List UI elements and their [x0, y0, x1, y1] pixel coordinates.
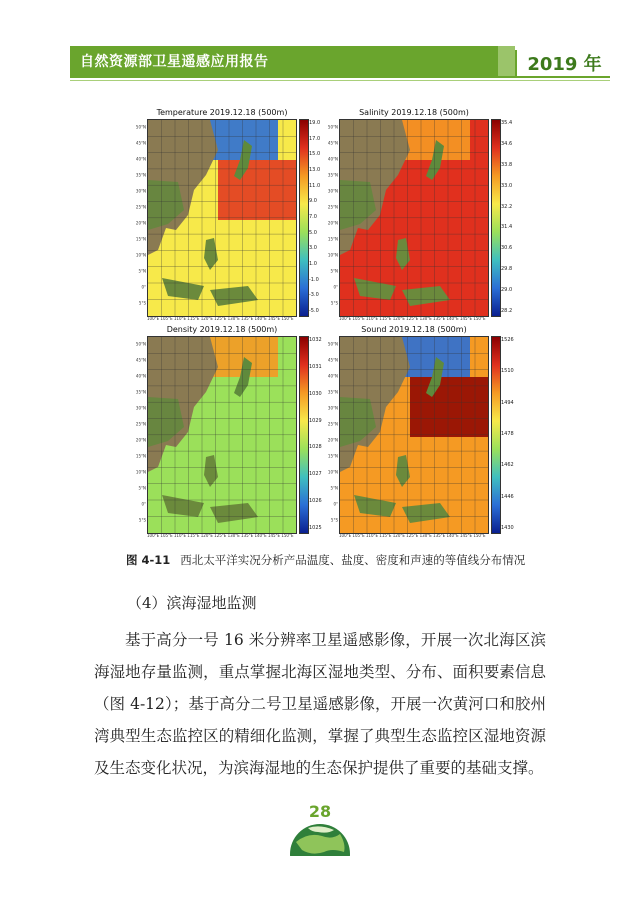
page-number: 28 — [308, 802, 332, 821]
latitude-labels — [137, 119, 147, 315]
colorbar-ticks — [501, 336, 517, 532]
lat-label: 5°S — [330, 517, 338, 523]
colorbar-ticks — [309, 336, 325, 532]
map-image — [339, 119, 489, 317]
lat-label: 40°N — [327, 373, 338, 379]
colorbar-tick-label: 30.6 — [501, 245, 513, 252]
lat-label: 25°N — [135, 421, 146, 427]
colorbar-ticks — [501, 119, 517, 315]
colorbar — [299, 119, 309, 317]
colorbar-tick-label: 1462 — [501, 462, 514, 469]
lat-label: 45°N — [327, 357, 338, 363]
lat-label: 5°S — [138, 517, 146, 523]
lat-label: 10°N — [327, 252, 338, 258]
colorbar-tick-label: 1526 — [501, 337, 514, 343]
latitude-labels — [137, 336, 147, 532]
map-image — [339, 336, 489, 534]
lat-label: 10°N — [135, 252, 146, 258]
colorbar-tick-label: 1032 — [309, 337, 322, 343]
lat-label: 10°N — [135, 469, 146, 475]
lat-label: 30°N — [327, 188, 338, 194]
lat-label: 5°N — [138, 268, 146, 274]
globe-icon — [288, 822, 352, 856]
lat-label: 45°N — [135, 140, 146, 146]
lat-label: 25°N — [135, 204, 146, 210]
colorbar-tick-label: 1027 — [309, 471, 322, 478]
colorbar-tick-label: 15.0 — [309, 151, 321, 158]
lat-label: 5°N — [138, 485, 146, 491]
colorbar-tick-label: 1430 — [501, 525, 514, 531]
colorbar-tick-label: 1029 — [309, 417, 322, 424]
colorbar-tick-label: 1.0 — [309, 261, 317, 267]
lat-label: 0° — [333, 501, 338, 507]
longitude-labels: 100°E 105°E 110°E 115°E 120°E 125°E 130°E 135°E 140°E 145°E 150°E — [339, 533, 486, 538]
colorbar-tick-label: 19.0 — [309, 120, 321, 126]
lat-label: 50°N — [135, 124, 146, 130]
section-title: （4）滨海湿地监测 — [127, 594, 257, 612]
colorbar-tick-label: 17.0 — [309, 135, 321, 142]
lat-label: 45°N — [327, 140, 338, 146]
lat-label: 35°N — [327, 172, 338, 178]
lat-label: 30°N — [135, 188, 146, 194]
figure-4-11 — [137, 108, 515, 538]
lat-label: 0° — [141, 501, 146, 507]
colorbar-tick-label: 28.2 — [501, 308, 513, 314]
body-paragraph: 基于高分一号 16 米分辨率卫星遥感影像，开展一次北海区滨海湿地存量监测，重点掌握北海区湿地类型、分布、面积要素信息（图 4-12）；基于高分二号卫星遥感影像，开展一次黄河口和胶州湾典型生态监控区的精细化监测，掌握了典型生态监控区湿地资源及生态变化状况，为滨海湿地的生态保护提供了重要的基础支撑。 — [94, 631, 546, 777]
lat-label: 5°N — [330, 268, 338, 274]
colorbar-tick-label: 5.0 — [309, 229, 317, 236]
report-year: 2019 年 — [515, 50, 612, 76]
lat-label: 15°N — [327, 453, 338, 459]
lat-label: 20°N — [135, 220, 146, 226]
longitude-labels: 100°E 105°E 110°E 115°E 120°E 125°E 130°E 135°E 140°E 145°E 150°E — [147, 533, 294, 538]
colorbar-tick-label: 33.0 — [501, 182, 513, 189]
colorbar-tick-label: -1.0 — [309, 276, 319, 283]
colorbar-tick-label: 29.0 — [501, 287, 513, 294]
colorbar-tick-label: 11.0 — [309, 182, 321, 189]
colorbar-tick-label: 1494 — [501, 399, 514, 406]
lat-label: 25°N — [327, 204, 338, 210]
lat-label: 5°S — [330, 300, 338, 306]
map-image — [147, 336, 297, 534]
lat-label: 5°N — [330, 485, 338, 491]
lat-label: 35°N — [135, 389, 146, 395]
colorbar-tick-label: 1031 — [309, 363, 322, 370]
lat-label: 30°N — [327, 405, 338, 411]
lat-label: 20°N — [135, 437, 146, 443]
colorbar-tick-label: 9.0 — [309, 198, 317, 205]
map-panel-sal — [329, 108, 515, 321]
colorbar-tick-label: 7.0 — [309, 214, 317, 220]
colorbar-tick-label: 13.0 — [309, 167, 321, 173]
panel-title: Salinity 2019.12.18 (500m) — [359, 108, 469, 117]
colorbar — [491, 336, 501, 534]
lat-label: 40°N — [135, 373, 146, 379]
map-panel-temp — [137, 108, 323, 321]
panel-title: Temperature 2019.12.18 (500m) — [156, 108, 288, 117]
lat-label: 20°N — [327, 437, 338, 443]
lat-label: 5°S — [138, 300, 146, 306]
longitude-labels: 100°E 105°E 110°E 115°E 120°E 125°E 130°E 135°E 140°E 145°E 150°E — [339, 316, 486, 321]
colorbar-tick-label: 31.4 — [501, 224, 513, 231]
map-panel-snd — [329, 325, 515, 538]
lat-label: 0° — [141, 284, 146, 290]
longitude-labels: 100°E 105°E 110°E 115°E 120°E 125°E 130°E 135°E 140°E 145°E 150°E — [147, 316, 294, 321]
header-rule-thin — [70, 80, 610, 81]
colorbar-tick-label: 34.6 — [501, 140, 513, 147]
lat-label: 50°N — [327, 124, 338, 130]
latitude-labels — [329, 336, 339, 532]
lat-label: 45°N — [135, 357, 146, 363]
colorbar-tick-label: 1446 — [501, 493, 514, 500]
lat-label: 15°N — [135, 453, 146, 459]
report-title: 自然资源部卫星遥感应用报告 — [80, 54, 269, 70]
lat-label: 40°N — [327, 156, 338, 162]
lat-label: 50°N — [327, 341, 338, 347]
panel-title: Density 2019.12.18 (500m) — [166, 325, 278, 334]
colorbar-tick-label: 3.0 — [309, 245, 317, 252]
lat-label: 35°N — [135, 172, 146, 178]
map-panel-den — [137, 325, 323, 538]
map-image — [147, 119, 297, 317]
colorbar-ticks — [309, 119, 325, 315]
panel-title: Sound 2019.12.18 (500m) — [361, 325, 467, 334]
latitude-labels — [329, 119, 339, 315]
lat-label: 40°N — [135, 156, 146, 162]
colorbar-tick-label: 32.2 — [501, 203, 513, 210]
colorbar-tick-label: 33.8 — [501, 161, 513, 168]
lat-label: 35°N — [327, 389, 338, 395]
lat-label: 15°N — [327, 236, 338, 242]
colorbar-tick-label: 1026 — [309, 498, 322, 505]
lat-label: 20°N — [327, 220, 338, 226]
caption-number: 图 4-11 — [126, 553, 171, 567]
colorbar-tick-label: 1025 — [309, 525, 322, 531]
colorbar-tick-label: 1510 — [501, 368, 514, 375]
lat-label: 15°N — [135, 236, 146, 242]
header-title-bar — [70, 46, 498, 76]
colorbar-tick-label: 1028 — [309, 444, 322, 451]
header-rule — [70, 76, 610, 78]
colorbar-tick-label: -3.0 — [309, 292, 319, 299]
lat-label: 30°N — [135, 405, 146, 411]
colorbar — [299, 336, 309, 534]
colorbar-tick-label: 29.8 — [501, 266, 513, 273]
header-accent — [498, 46, 515, 76]
caption-text: 西北太平洋实况分析产品温度、盐度、密度和声速的等值线分布情况 — [180, 553, 526, 567]
lat-label: 0° — [333, 284, 338, 290]
lat-label: 50°N — [135, 341, 146, 347]
figure-caption — [126, 552, 546, 568]
lat-label: 10°N — [327, 469, 338, 475]
colorbar-tick-label: -5.0 — [309, 308, 319, 314]
lat-label: 25°N — [327, 421, 338, 427]
colorbar-tick-label: 35.4 — [501, 120, 513, 126]
colorbar-tick-label: 1478 — [501, 431, 514, 437]
colorbar — [491, 119, 501, 317]
colorbar-tick-label: 1030 — [309, 390, 322, 397]
